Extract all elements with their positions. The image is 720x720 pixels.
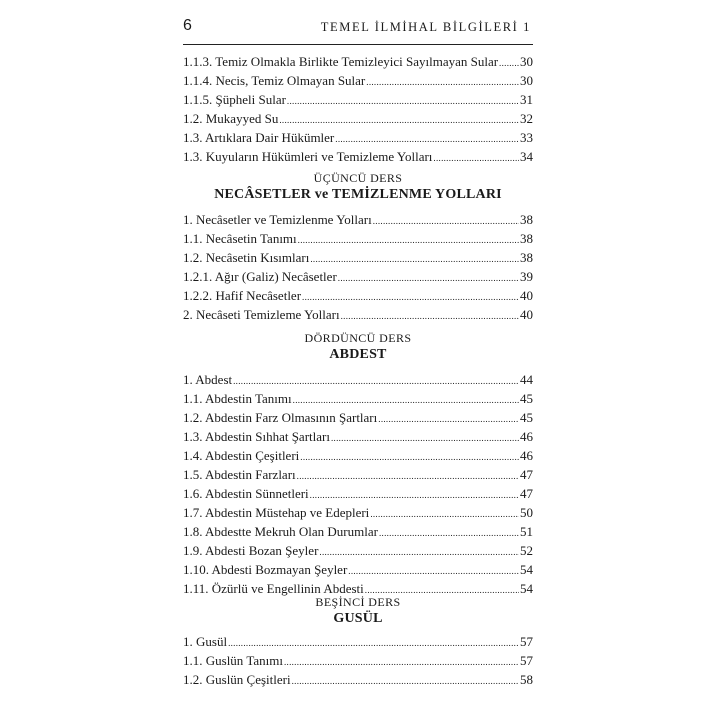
toc-entry <box>183 503 533 522</box>
page-number: 6 <box>183 17 192 34</box>
toc-entry-label: 1.1.3. Temiz Olmakla Birlikte Temizleyici Sayılmayan Sular <box>183 54 499 69</box>
toc-entry-page: 40 <box>520 288 533 303</box>
toc-entry <box>183 465 533 484</box>
toc-entry-label: 1.2.1. Ağır (Galiz) Necâsetler <box>183 269 337 284</box>
toc-group-section-5 <box>183 632 533 689</box>
toc-entry-page: 45 <box>520 391 533 406</box>
toc-entry <box>183 651 533 670</box>
toc-entry-page: 32 <box>520 111 533 126</box>
toc-entry <box>183 305 533 324</box>
toc-entry <box>183 408 533 427</box>
section-title: GUSÜL <box>333 611 383 626</box>
toc-entry-label: 2. Necâseti Temizleme Yolları <box>183 307 340 322</box>
toc-entry-page: 54 <box>520 581 533 596</box>
toc-entry-page: 40 <box>520 307 533 322</box>
toc-entry-label: 1.10. Abdesti Bozmayan Şeyler <box>183 562 348 577</box>
dot-leader <box>348 562 519 581</box>
toc-entry-label: 1.1. Abdestin Tanımı <box>183 391 292 406</box>
toc-entry-page: 45 <box>520 410 533 425</box>
toc-entry-page: 57 <box>520 653 533 668</box>
dot-leader <box>331 429 519 448</box>
toc-entry-page: 52 <box>520 543 533 558</box>
toc-entry-label: 1.9. Abdesti Bozan Şeyler <box>183 543 319 558</box>
dot-leader <box>298 231 519 250</box>
toc-entry-label: 1.3. Abdestin Sıhhat Şartları <box>183 429 330 444</box>
toc-entry-label: 1. Abdest <box>183 372 233 387</box>
toc-entry <box>183 71 533 90</box>
toc-entry-page: 38 <box>520 231 533 246</box>
toc-group-section-3 <box>183 210 533 324</box>
toc-entry <box>183 267 533 286</box>
toc-entry-page: 44 <box>520 372 533 387</box>
dot-leader <box>378 410 519 429</box>
toc-entry <box>183 541 533 560</box>
toc-entry-page: 39 <box>520 269 533 284</box>
toc-entry <box>183 128 533 147</box>
toc-entry-label: 1.1. Necâsetin Tanımı <box>183 231 297 246</box>
toc-entry <box>183 389 533 408</box>
toc-entry-page: 34 <box>520 149 533 164</box>
dot-leader <box>300 448 519 467</box>
toc-entry <box>183 670 533 689</box>
section-heading-5 <box>183 594 533 628</box>
toc-entry-page: 50 <box>520 505 533 520</box>
dot-leader <box>379 524 519 543</box>
toc-entry-label: 1.3. Artıklara Dair Hükümler <box>183 130 335 145</box>
section-kicker: ÜÇÜNCÜ DERS <box>313 171 403 185</box>
toc-entry <box>183 229 533 248</box>
dot-leader <box>433 149 519 168</box>
toc-group-top <box>183 52 533 166</box>
toc-entry-label: 1.7. Abdestin Müstehap ve Edepleri <box>183 505 370 520</box>
toc-entry <box>183 560 533 579</box>
toc-entry-label: 1.1.4. Necis, Temiz Olmayan Sular <box>183 73 366 88</box>
toc-entry-label: 1. Necâsetler ve Temizlenme Yolları <box>183 212 372 227</box>
toc-entry-label: 1.2. Mukayyed Su <box>183 111 279 126</box>
toc-entry <box>183 248 533 267</box>
dot-leader <box>370 505 519 524</box>
toc-entry-label: 1.2. Guslün Çeşitleri <box>183 672 291 687</box>
section-kicker: BEŞİNCİ DERS <box>315 595 401 609</box>
toc-entry-page: 30 <box>520 73 533 88</box>
toc-entry <box>183 522 533 541</box>
toc-entry-page: 38 <box>520 250 533 265</box>
dot-leader <box>287 92 519 111</box>
section-title: NECÂSETLER ve TEMİZLENME YOLLARI <box>214 187 502 202</box>
dot-leader <box>297 467 519 486</box>
toc-entry-page: 31 <box>520 92 533 107</box>
toc-entry-page: 46 <box>520 448 533 463</box>
toc-group-section-4 <box>183 370 533 598</box>
toc-entry <box>183 147 533 166</box>
section-title: ABDEST <box>329 347 387 362</box>
toc-entry-page: 58 <box>520 672 533 687</box>
toc-entry-label: 1.4. Abdestin Çeşitleri <box>183 448 300 463</box>
toc-entry-page: 47 <box>520 486 533 501</box>
toc-entry-label: 1.1. Guslün Tanımı <box>183 653 283 668</box>
toc-entry <box>183 52 533 71</box>
dot-leader <box>366 73 519 92</box>
dot-leader <box>310 250 519 269</box>
toc-entry-label: 1.6. Abdestin Sünnetleri <box>183 486 309 501</box>
toc-entry-page: 47 <box>520 467 533 482</box>
dot-leader <box>373 212 519 231</box>
toc-entry <box>183 90 533 109</box>
dot-leader <box>341 307 519 326</box>
dot-leader <box>338 269 519 288</box>
toc-entry <box>183 109 533 128</box>
toc-entry-page: 54 <box>520 562 533 577</box>
toc-entry <box>183 484 533 503</box>
toc-entry-label: 1.11. Özürlü ve Engellinin Abdesti <box>183 581 364 596</box>
toc-entry-label: 1.8. Abdestte Mekruh Olan Durumlar <box>183 524 378 539</box>
toc-entry <box>183 210 533 229</box>
toc-entry-label: 1.2. Necâsetin Kısımları <box>183 250 310 265</box>
toc-entry-label: 1.5. Abdestin Farzları <box>183 467 296 482</box>
section-heading-4 <box>183 330 533 364</box>
page-header <box>183 10 533 45</box>
toc-entry-page: 57 <box>520 634 533 649</box>
toc-entry <box>183 286 533 305</box>
toc-entry-page: 38 <box>520 212 533 227</box>
section-heading-3 <box>183 170 533 204</box>
toc-entry <box>183 370 533 389</box>
toc-entry <box>183 427 533 446</box>
dot-leader <box>284 653 519 672</box>
dot-leader <box>499 54 519 73</box>
toc-entry-page: 51 <box>520 524 533 539</box>
toc-entry-page: 33 <box>520 130 533 145</box>
toc-entry-page: 30 <box>520 54 533 69</box>
dot-leader <box>319 543 519 562</box>
toc-entry-label: 1.2. Abdestin Farz Olmasının Şartları <box>183 410 378 425</box>
toc-entry-label: 1.2.2. Hafif Necâsetler <box>183 288 302 303</box>
toc-entry-label: 1. Gusül <box>183 634 228 649</box>
section-kicker: DÖRDÜNCÜ DERS <box>304 331 412 345</box>
running-title: TEMEL İLMİHAL BİLGİLERİ 1 <box>320 20 531 34</box>
toc-entry <box>183 632 533 651</box>
toc-entry-page: 46 <box>520 429 533 444</box>
toc-entry <box>183 446 533 465</box>
toc-entry-label: 1.1.5. Şüpheli Sular <box>183 92 286 107</box>
toc-entry-label: 1.3. Kuyuların Hükümleri ve Temizleme Yolları <box>183 149 433 164</box>
dot-leader <box>292 672 519 691</box>
